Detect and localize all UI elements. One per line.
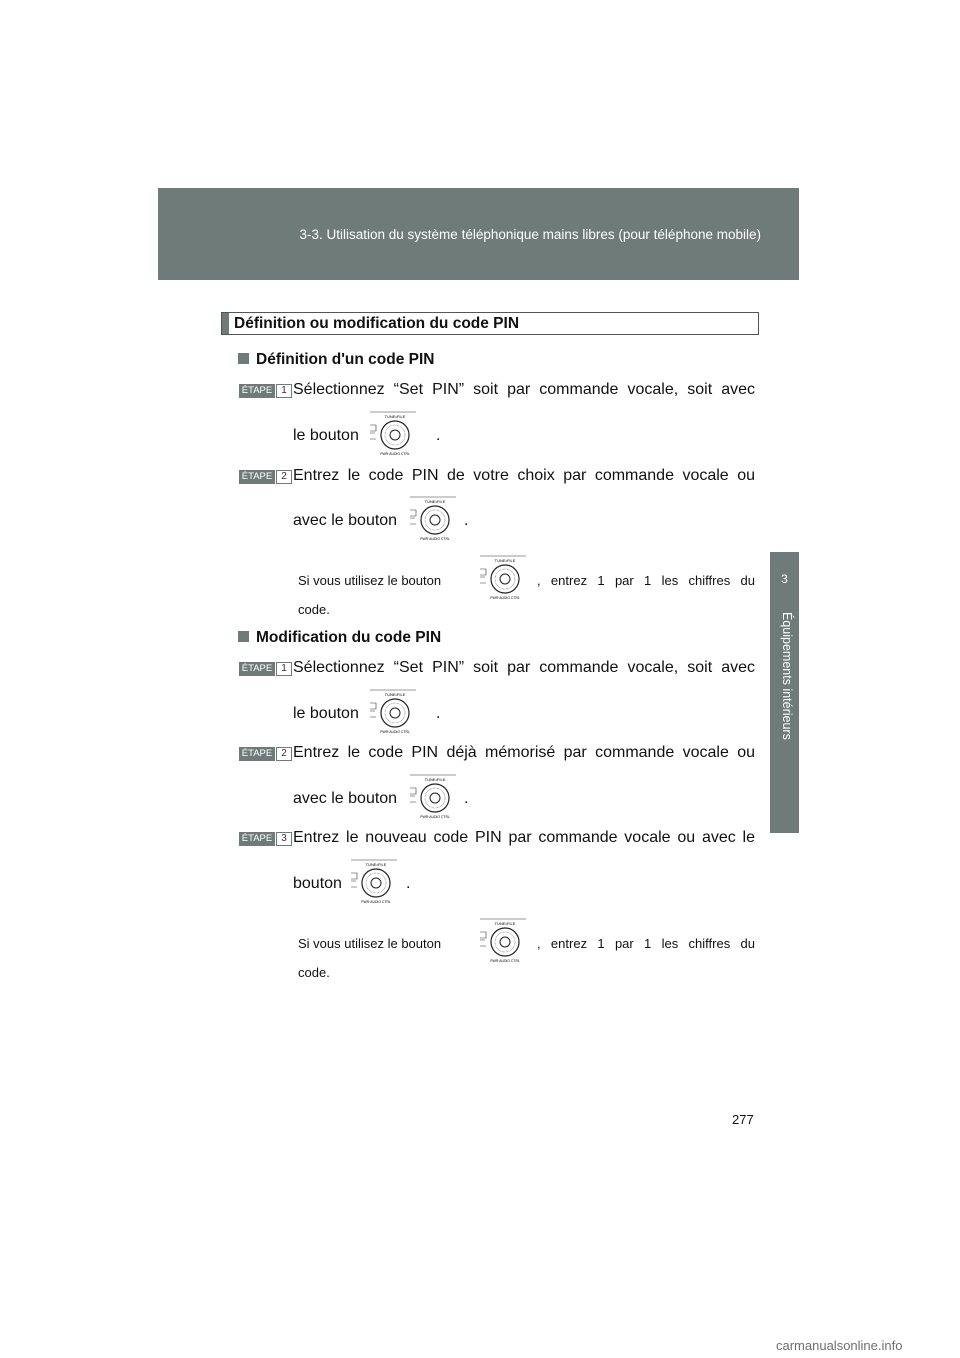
square-bullet-icon	[238, 353, 249, 364]
page-number: 277	[732, 1112, 754, 1127]
note-text: Si vous utilisez le bouton	[298, 936, 442, 951]
step-text: Entrez le code PIN de votre choix par commande vocale ou	[293, 467, 755, 484]
step-text: le bouton	[293, 705, 359, 722]
tune-knob-icon	[368, 409, 418, 457]
svg-text:TUNE•FILE: TUNE•FILE	[384, 414, 406, 419]
svg-text:TUNE•FILE: TUNE•FILE	[424, 499, 446, 504]
step-text: le bouton	[293, 427, 359, 444]
tune-knob-icon	[349, 857, 399, 905]
step-text: Entrez le code PIN déjà mémorisé par commande vocale ou	[293, 744, 755, 761]
svg-text:PWR·AUDIO CTRL: PWR·AUDIO CTRL	[380, 730, 410, 734]
svg-text:PWR·AUDIO CTRL: PWR·AUDIO CTRL	[420, 815, 450, 819]
subheading-modify-pin: Modification du code PIN	[238, 629, 441, 647]
svg-text:TUNE•FILE: TUNE•FILE	[424, 777, 446, 782]
tune-knob-icon	[478, 916, 528, 964]
tune-knob-icon	[478, 553, 528, 601]
period: .	[464, 790, 469, 807]
subheading-set-pin: Définition d'un code PIN	[238, 351, 435, 369]
step-text: Entrez le nouveau code PIN par commande vocale ou avec le	[293, 829, 755, 846]
svg-text:PWR·AUDIO CTRL: PWR·AUDIO CTRL	[420, 537, 450, 541]
svg-text:PWR·AUDIO CTRL: PWR·AUDIO CTRL	[490, 959, 520, 963]
svg-text:PWR·AUDIO CTRL: PWR·AUDIO CTRL	[361, 900, 391, 904]
chapter-tab	[770, 552, 799, 608]
chapter-label: Équipements intérieurs	[780, 612, 794, 740]
step-badge: ÉTAPE 1	[239, 662, 291, 676]
note-text: , entrez 1 par 1 les chiffres du	[537, 573, 755, 588]
section-title: Définition ou modification du code PIN	[234, 315, 520, 332]
tune-knob-icon	[368, 687, 418, 735]
note-text: code.	[298, 602, 330, 617]
note-text: , entrez 1 par 1 les chiffres du	[537, 936, 755, 951]
square-bullet-icon	[238, 631, 249, 642]
period: .	[406, 875, 411, 892]
watermark-text: carmanualsonline.info	[776, 1338, 903, 1353]
step-text: Sélectionnez “Set PIN” soit par commande vocale, soit avec	[293, 659, 755, 676]
svg-text:TUNE•FILE: TUNE•FILE	[494, 921, 516, 926]
step-text: bouton	[293, 875, 342, 892]
svg-text:TUNE•FILE: TUNE•FILE	[494, 558, 516, 563]
tune-knob-icon	[408, 772, 458, 820]
svg-text:PWR·AUDIO CTRL: PWR·AUDIO CTRL	[490, 596, 520, 600]
period: .	[464, 512, 469, 529]
note-text: code.	[298, 965, 330, 980]
chapter-number: 3	[781, 572, 788, 586]
step-badge: ÉTAPE 1	[239, 384, 291, 398]
step-text: avec le bouton	[293, 790, 398, 807]
step-badge: ÉTAPE 3	[239, 832, 291, 846]
section-heading-box	[221, 312, 759, 335]
note-text: Si vous utilisez le bouton	[298, 573, 442, 588]
step-text: avec le bouton	[293, 512, 398, 529]
period: .	[436, 427, 441, 444]
step-badge: ÉTAPE 2	[239, 470, 291, 484]
svg-text:TUNE•FILE: TUNE•FILE	[384, 692, 406, 697]
svg-text:PWR·AUDIO CTRL: PWR·AUDIO CTRL	[380, 452, 410, 456]
step-text: Sélectionnez “Set PIN” soit par commande vocale, soit avec	[293, 381, 755, 398]
header-title: 3-3. Utilisation du système téléphonique mains libres (pour téléphone mobile)	[299, 227, 761, 242]
step-badge: ÉTAPE 2	[239, 747, 291, 761]
svg-text:TUNE•FILE: TUNE•FILE	[365, 862, 387, 867]
period: .	[436, 705, 441, 722]
chapter-header	[158, 188, 799, 280]
tune-knob-icon	[408, 494, 458, 542]
